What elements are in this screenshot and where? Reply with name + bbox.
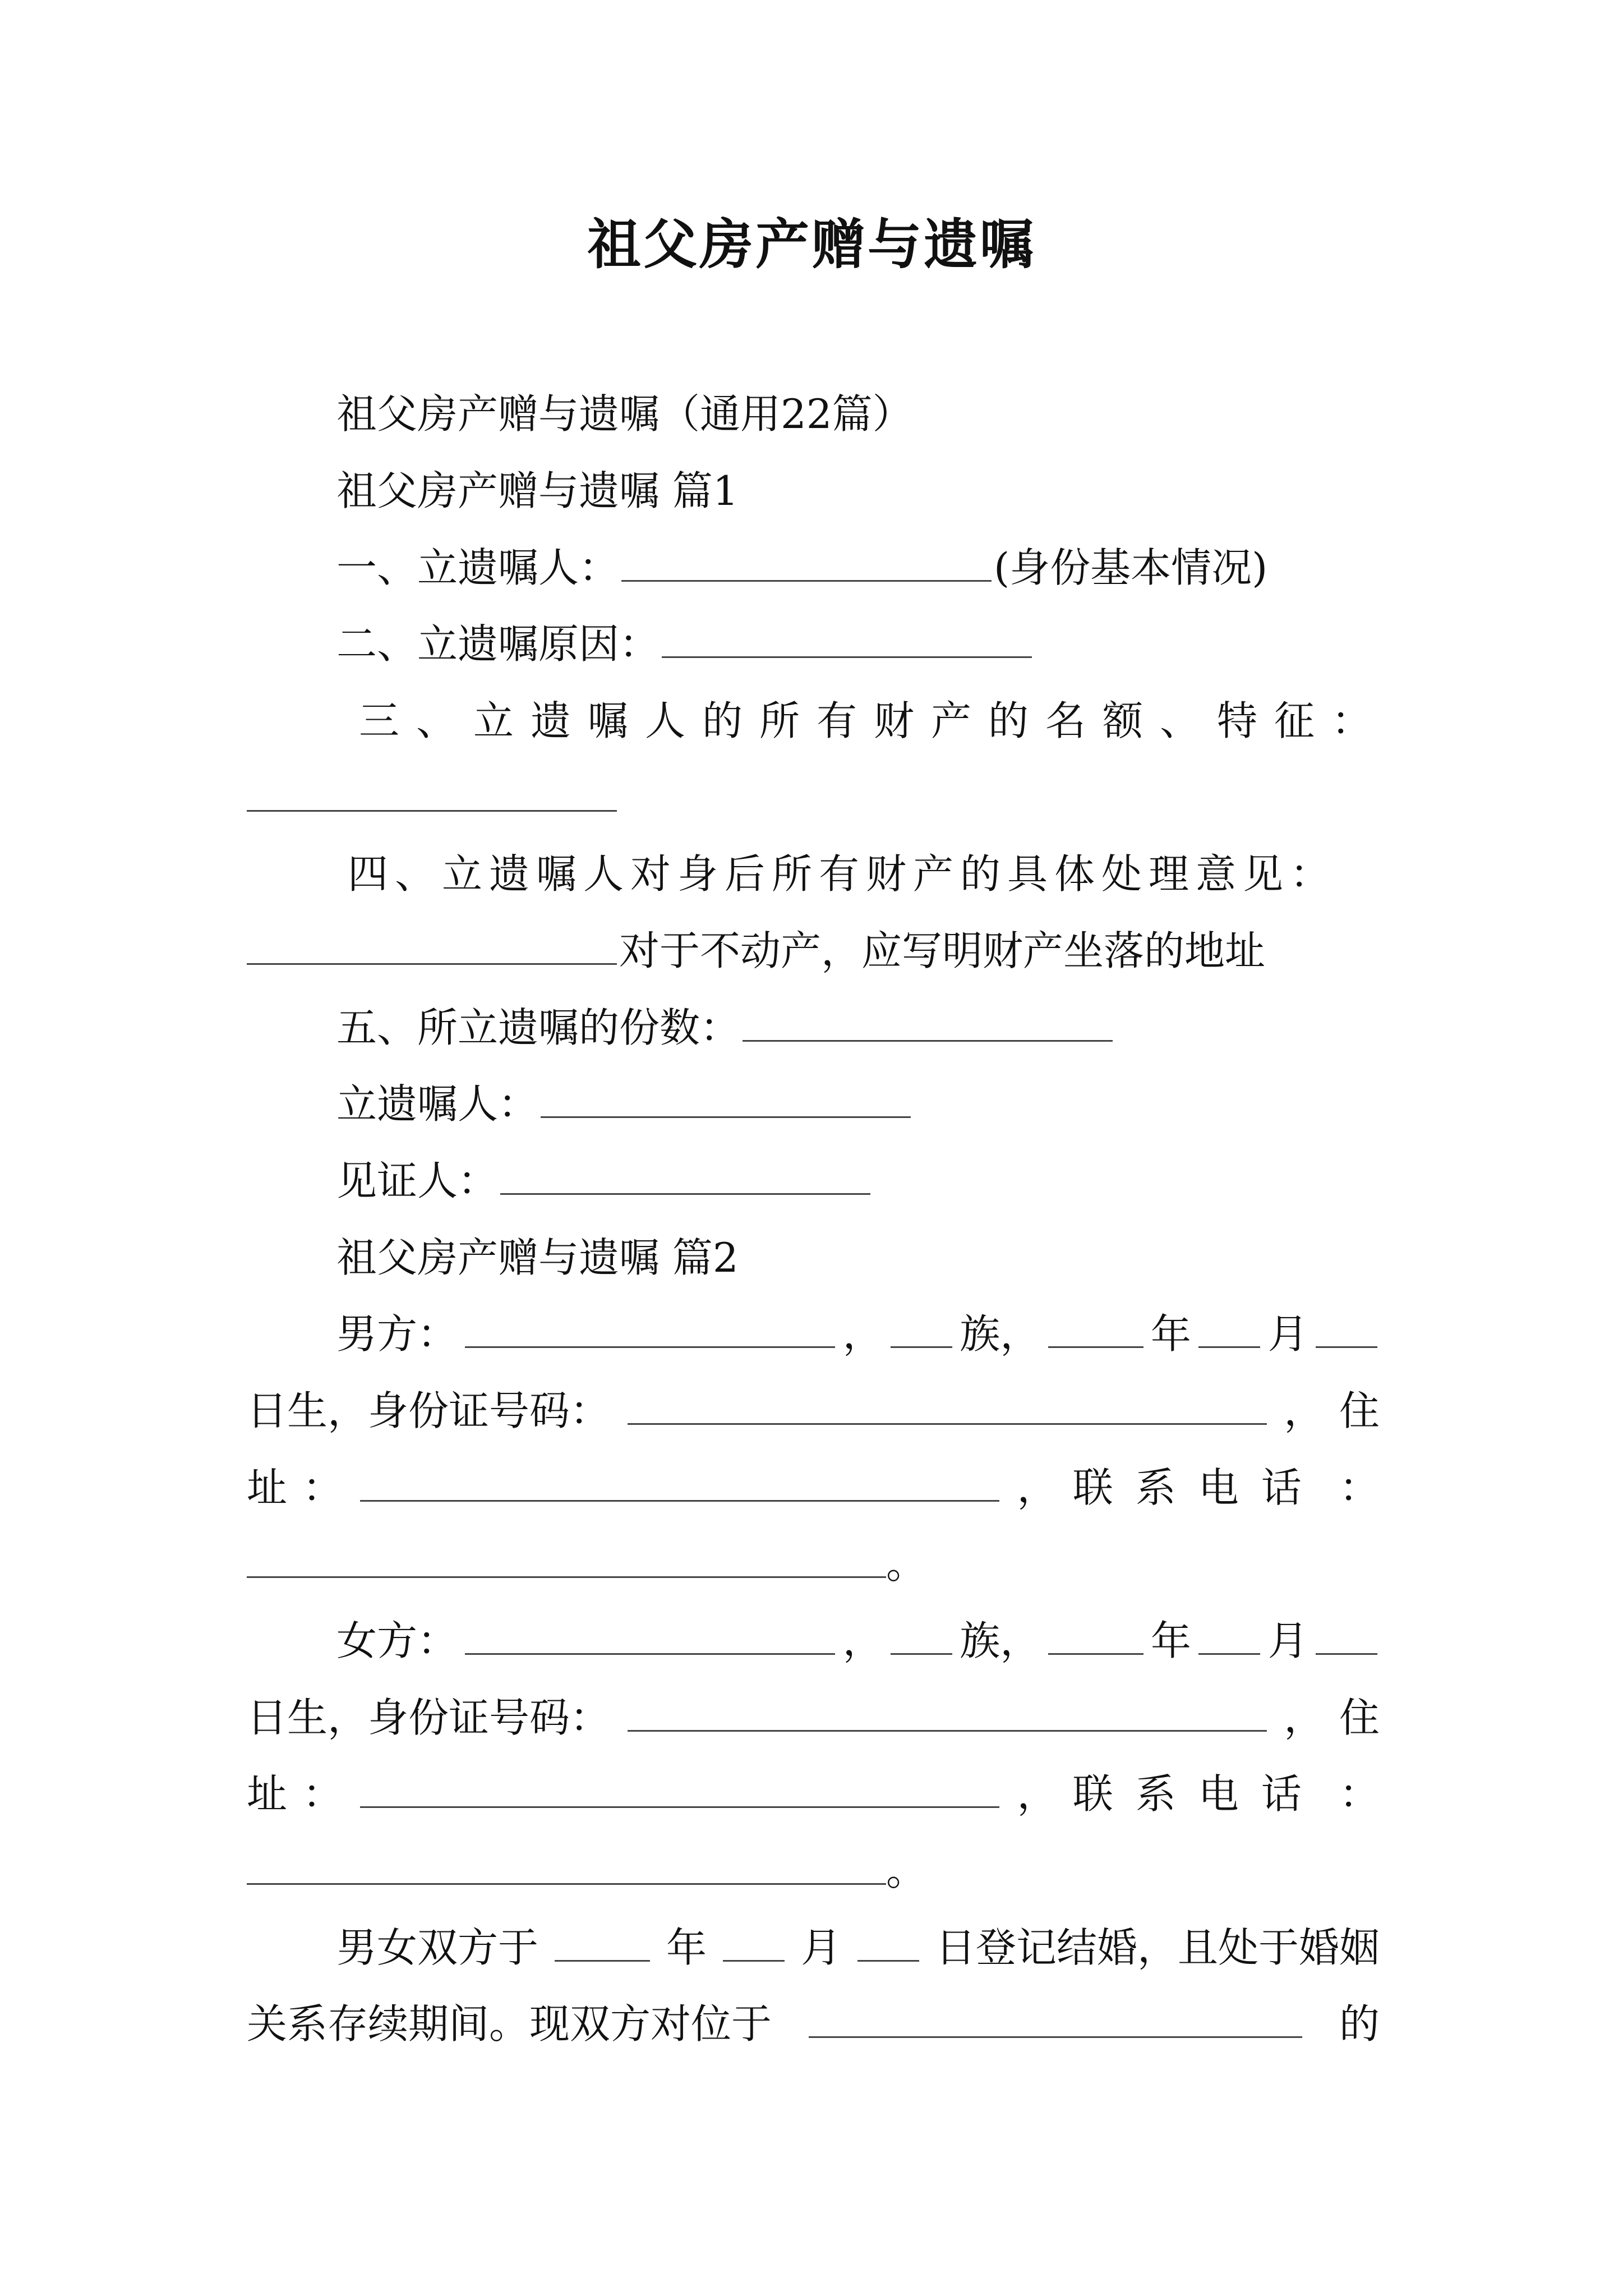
witness-line: 见证人： bbox=[336, 1153, 873, 1209]
marriage-line-2: 关系存续期间。现双方对位于 的 bbox=[247, 1996, 1380, 2052]
document-title: 祖父房产赠与遗嘱 bbox=[587, 213, 1036, 276]
male-line-1: 男方： ， 族， 年 月 bbox=[336, 1306, 1380, 1362]
female-line-2: 日生，身份证号码： ， 住 bbox=[247, 1690, 1380, 1746]
male-line-2: 日生，身份证号码： ， 住 bbox=[247, 1383, 1380, 1439]
copies-line: 五、所立遗嘱的份数： bbox=[336, 1000, 1115, 1056]
witness-blank bbox=[500, 1153, 870, 1195]
male-line-3: 址 ： ， 联系电话 ： bbox=[247, 1460, 1380, 1516]
disposal-blank bbox=[247, 923, 617, 965]
property-line: 三、立遗嘱人的所有财产的名额、特征： bbox=[359, 697, 1389, 744]
female-line-3: 址 ： ， 联系电话 ： bbox=[247, 1766, 1380, 1822]
testator-signature-line: 立遗嘱人： bbox=[336, 1076, 913, 1132]
male-line-4: 。 bbox=[247, 1536, 926, 1592]
subtitle: 祖父房产赠与遗嘱（通用22篇） bbox=[336, 390, 913, 438]
property-blank-line bbox=[247, 770, 617, 826]
section-heading-1: 祖父房产赠与遗嘱 篇1 bbox=[336, 467, 739, 514]
reason-line: 二、立遗嘱原因： bbox=[336, 616, 1034, 672]
property-blank bbox=[247, 770, 617, 812]
disposal-blank-line: 对于不动产，应写明财产坐落的地址 bbox=[247, 923, 1265, 979]
testator-blank bbox=[621, 540, 992, 582]
copies-blank bbox=[743, 1000, 1113, 1042]
female-line-4: 。 bbox=[247, 1843, 926, 1899]
marriage-line-1: 男女双方于 年 月 日登记结婚，且处于婚姻 bbox=[336, 1920, 1380, 1976]
testator-signature-blank bbox=[541, 1076, 911, 1118]
female-line-1: 女方： ， 族， 年 月 bbox=[336, 1613, 1380, 1669]
reason-blank bbox=[662, 616, 1032, 658]
testator-line: 一、立遗嘱人： (身份基本情况) bbox=[336, 540, 1267, 596]
disposal-line: 四、立遗嘱人对身后所有财产的具体处理意见： bbox=[348, 850, 1338, 898]
section-heading-2: 祖父房产赠与遗嘱 篇2 bbox=[336, 1234, 739, 1281]
